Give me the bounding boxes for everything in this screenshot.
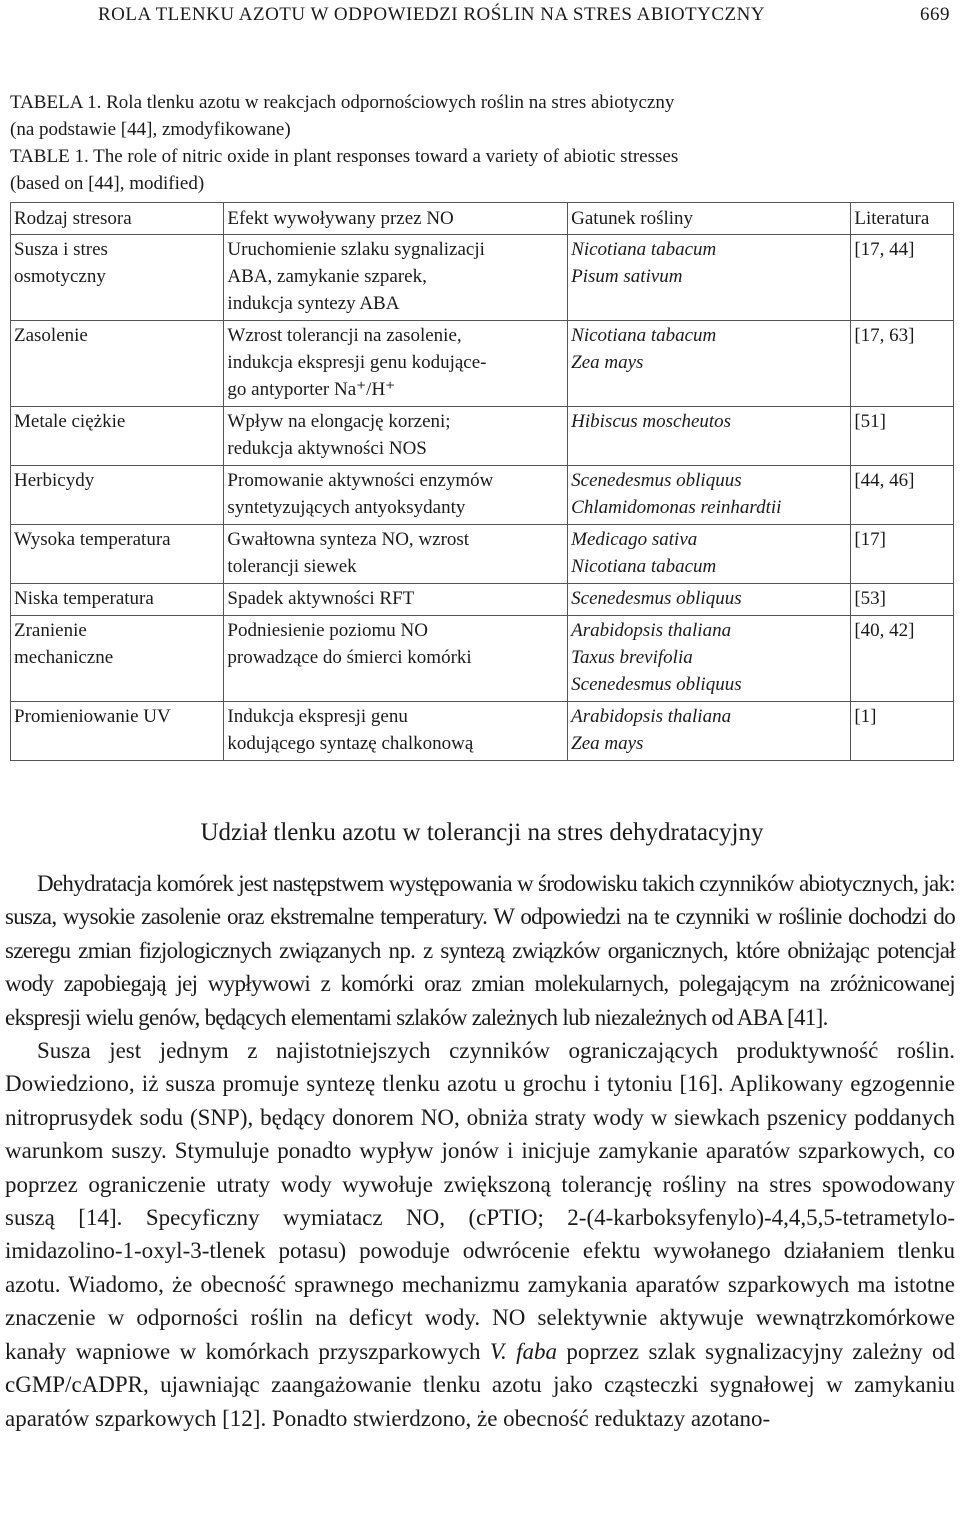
refs-cell: [1]	[851, 702, 954, 761]
table-row	[11, 616, 954, 702]
stressor-cell: Wysoka temperatura	[11, 525, 224, 584]
species-cell: Hibiscus moscheutos	[568, 407, 851, 466]
running-head-title: ROLA TLENKU AZOTU W ODPOWIEDZI ROŚLIN NA STRES ABIOTYCZNY	[98, 4, 766, 25]
stressor-cell: Zasolenie	[11, 321, 224, 407]
stressor-cell: Promieniowanie UV	[11, 702, 224, 761]
refs-cell: [51]	[851, 407, 954, 466]
stress-table	[10, 202, 954, 761]
table-row	[11, 321, 954, 407]
refs-cell: [40, 42]	[851, 616, 954, 702]
table-caption	[10, 89, 954, 197]
effect-cell: Promowanie aktywności enzymów syntetyzujących antyoksydanty	[224, 466, 568, 525]
caption-en-line-1: TABLE 1. The role of nitric oxide in plant responses toward a variety of abiotic stresses	[10, 146, 679, 167]
refs-cell: [44, 46]	[851, 466, 954, 525]
paragraph: Susza jest jednym z najistotniejszych czynników ograniczających produktywność roślin. Dowiedziono, iż susza promuje syntezę tlenku azotu u grochu i tytoniu [16]. Aplikowany egzogennie nitroprusydek sodu (SNP), będący donorem NO, obniża straty wody w siewkach pszenicy poddanych warunkom suszy. Stymuluje ponadto wypływ jonów i inicjuje zamykanie aparatów szparkowych, co poprzez ograniczenie utraty wody wywołuje zwiększoną tolerancję rośliny na stres spowodowany suszą [14]. Specyficzny wymiatacz NO, (cPTIO; 2-(4-karboksyfenylo)-4,4,5,5-tetrametylo-imidazolino-1-oxyl-3-tlenek potasu) powoduje odwrócenie efektu wywołanego działaniem tlenku azotu. Wiadomo, że obecność sprawnego mechanizmu zamykania aparatów szparkowych ma istotne znaczenie w odporności roślin na deficyt wody. NO selektywnie aktywuje wewnątrzkomórkowe kanały wapniowe w komórkach przyszparkowych V. faba poprzez szlak sygnalizacyjny zależny od cGMP/cADPR, ujawniając zaangażowanie tlenku azotu jako cząsteczki sygnałowej w zamykaniu aparatów szparkowych [12]. Ponadto stwierdzono, że obecność reduktazy azotano-	[5, 1038, 955, 1431]
refs-cell: [17, 44]	[851, 235, 954, 321]
refs-cell: [53]	[851, 584, 954, 616]
table-row	[11, 407, 954, 466]
stressor-cell: Susza i stres osmotyczny	[11, 235, 224, 321]
refs-cell: [17, 63]	[851, 321, 954, 407]
caption-pl-line-2: (na podstawie [44], zmodyfikowane)	[10, 119, 291, 140]
species-cell: Medicago sativa Nicotiana tabacum	[568, 525, 851, 584]
section-heading: Udział tlenku azotu w tolerancji na stres dehydratacyjny	[200, 819, 764, 846]
species-cell: Nicotiana tabacum Pisum sativum	[568, 235, 851, 321]
body-text	[5, 867, 955, 1435]
effect-cell: Gwałtowna synteza NO, wzrost tolerancji siewek	[224, 525, 568, 584]
header-references: Literatura	[851, 203, 954, 235]
table-header-row	[11, 203, 954, 235]
table-row	[11, 466, 954, 525]
table-row	[11, 525, 954, 584]
table-row	[11, 702, 954, 761]
refs-cell: [17]	[851, 525, 954, 584]
caption-en-line-2: (based on [44], modified)	[10, 173, 205, 194]
species-cell: Arabidopsis thaliana Taxus brevifolia Scenedesmus obliquus	[568, 616, 851, 702]
table-row	[11, 584, 954, 616]
species-cell: Scenedesmus obliquus	[568, 584, 851, 616]
effect-cell: Wpływ na elongację korzeni; redukcja aktywności NOS	[224, 407, 568, 466]
effect-cell: Indukcja ekspresji genu kodującego syntazę chalkonową	[224, 702, 568, 761]
species-abbrev: V. faba	[489, 1338, 557, 1364]
page-number: 669	[920, 4, 950, 25]
effect-cell: Uruchomienie szlaku sygnalizacji ABA, zamykanie szparek, indukcja syntezy ABA	[224, 235, 568, 321]
caption-pl-line-1: TABELA 1. Rola tlenku azotu w reakcjach odpornościowych roślin na stres abiotyczny	[10, 92, 675, 113]
species-cell: Arabidopsis thaliana Zea mays	[568, 702, 851, 761]
effect-cell: Spadek aktywności RFT	[224, 584, 568, 616]
stressor-cell: Metale ciężkie	[11, 407, 224, 466]
stressor-cell: Herbicydy	[11, 466, 224, 525]
effect-cell: Podniesienie poziomu NO prowadzące do śmierci komórki	[224, 616, 568, 702]
stressor-cell: Zranienie mechaniczne	[11, 616, 224, 702]
running-head	[10, 4, 954, 28]
header-stressor: Rodzaj stresora	[11, 203, 224, 235]
header-species: Gatunek rośliny	[568, 203, 851, 235]
table-row	[11, 235, 954, 321]
paragraph: Dehydratacja komórek jest następstwem występowania w środowisku takich czynników abiotycznych, jak: susza, wysokie zasolenie oraz ekstremalne temperatury. W odpowiedzi na te czynniki w roślinie dochodzi do szeregu zmian fizjologicznych związanych np. z syntezą związków organicznych, które obniżając potencjał wody zapobiegają jej wypływowi z komórki oraz zmian molekularnych, polegającym na zróżnicowanej ekspresji wielu genów, będących elementami szlaków zależnych lub niezależnych od ABA [41].	[5, 871, 955, 1030]
header-effect: Efekt wywoływany przez NO	[224, 203, 568, 235]
stressor-cell: Niska temperatura	[11, 584, 224, 616]
species-cell: Scenedesmus obliquus Chlamidomonas reinhardtii	[568, 466, 851, 525]
species-cell: Nicotiana tabacum Zea mays	[568, 321, 851, 407]
effect-cell: Wzrost tolerancji na zasolenie, indukcja ekspresji genu kodujące- go antyporter Na⁺/H⁺	[224, 321, 568, 407]
